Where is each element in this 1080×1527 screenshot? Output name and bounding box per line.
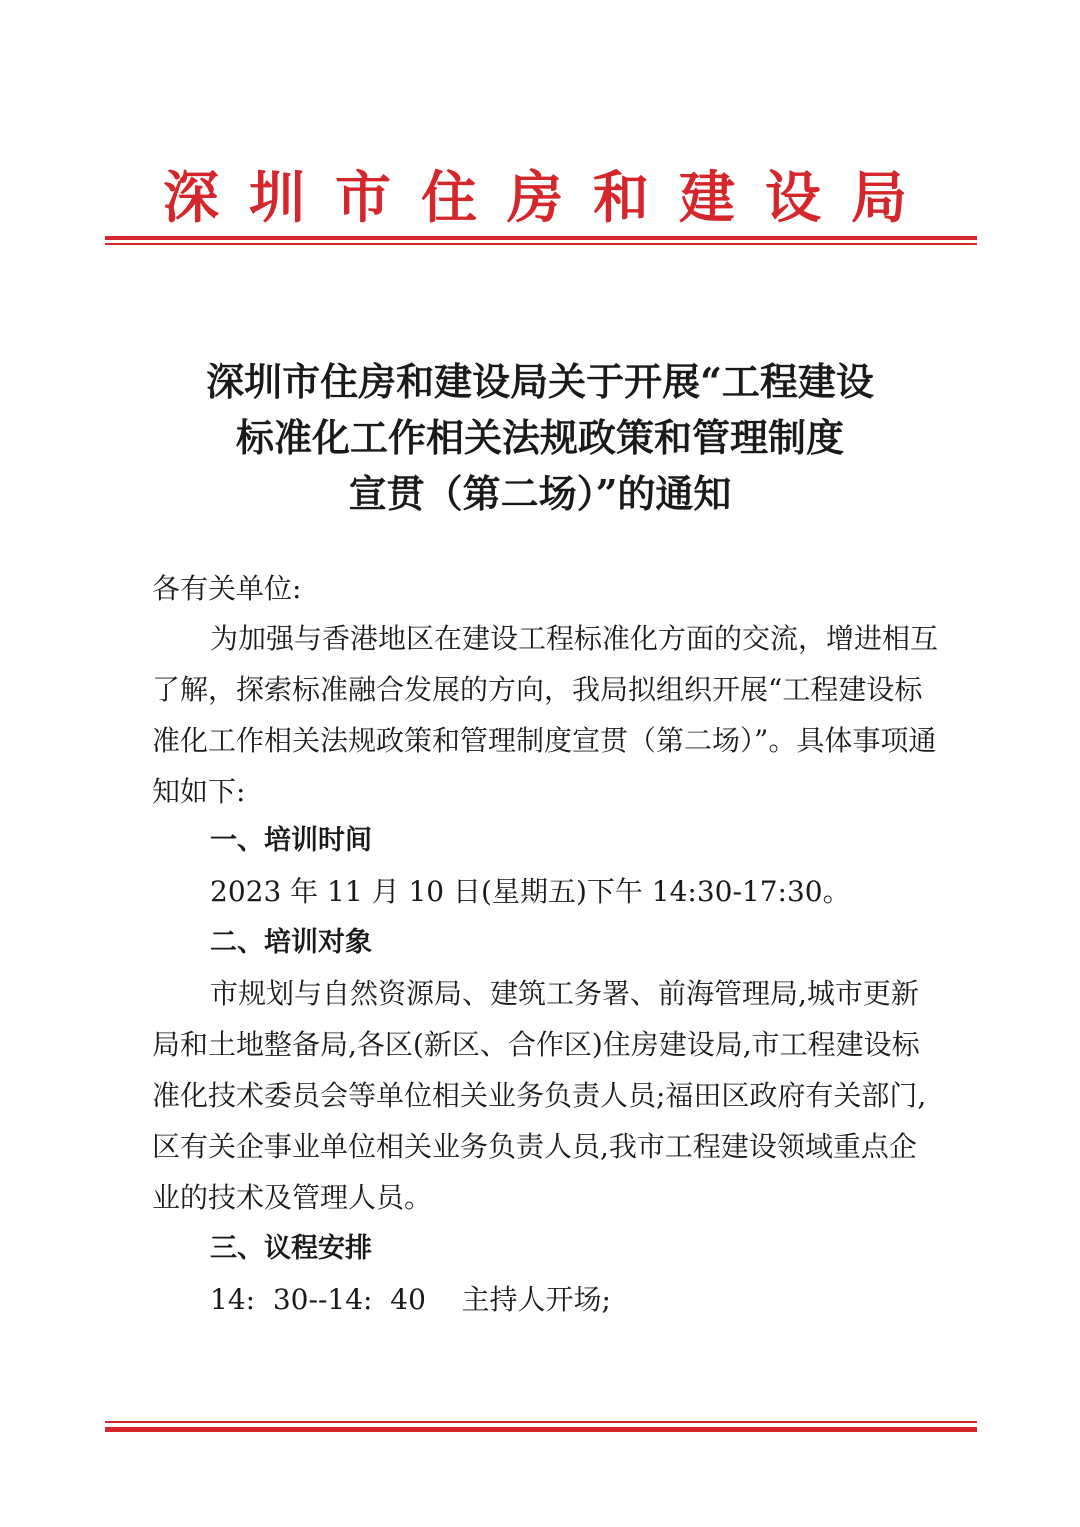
agenda-item: 14: 30--14: 40 主持人开场; bbox=[210, 1283, 611, 1316]
section-audience-line: 市规划与自然资源局、建筑工务署、前海管理局,城市更新 bbox=[210, 977, 919, 1010]
letterhead-org-name: 深圳市住房和建设局 bbox=[163, 165, 937, 231]
notice-title-line: 宣贯（第二场）”的通知 bbox=[348, 471, 732, 516]
intro-paragraph-line: 了解，探索标准融合发展的方向，我局拟组织开展“工程建设标 bbox=[152, 673, 923, 706]
notice-title-line: 深圳市住房和建设局关于开展“工程建设 bbox=[206, 359, 874, 404]
section-heading-audience: 二、培训对象 bbox=[210, 927, 372, 958]
notice-title bbox=[0, 354, 1080, 522]
notice-title-line: 标准化工作相关法规政策和管理制度 bbox=[235, 415, 844, 460]
section-heading-agenda: 三、议程安排 bbox=[210, 1233, 372, 1264]
section-audience-line: 准化技术委员会等单位相关业务负责人员;福田区政府有关部门, bbox=[152, 1079, 927, 1112]
section-audience-line: 区有关企事业单位相关业务负责人员,我市工程建设领域重点企 bbox=[152, 1130, 917, 1163]
letterhead-bottom-rule-thick bbox=[105, 1427, 977, 1432]
salutation: 各有关单位: bbox=[152, 572, 302, 605]
letterhead-top-rule-thin bbox=[105, 243, 977, 245]
section-audience-line: 业的技术及管理人员。 bbox=[152, 1181, 433, 1214]
section-time-text: 2023 年 11 月 10 日(星期五)下午 14:30-17:30。 bbox=[210, 875, 851, 908]
section-heading-time: 一、培训时间 bbox=[210, 825, 372, 856]
letterhead-bottom-rule-thin bbox=[105, 1421, 977, 1423]
intro-paragraph-line: 为加强与香港地区在建设工程标准化方面的交流，增进相互 bbox=[210, 622, 939, 655]
intro-paragraph-line: 准化工作相关法规政策和管理制度宣贯（第二场）”。具体事项通 bbox=[152, 724, 937, 757]
letterhead-top-rule-thick bbox=[105, 236, 977, 240]
intro-paragraph-line: 知如下: bbox=[152, 775, 246, 808]
section-audience-line: 局和土地整备局,各区(新区、合作区)住房建设局,市工程建设标 bbox=[152, 1028, 920, 1061]
